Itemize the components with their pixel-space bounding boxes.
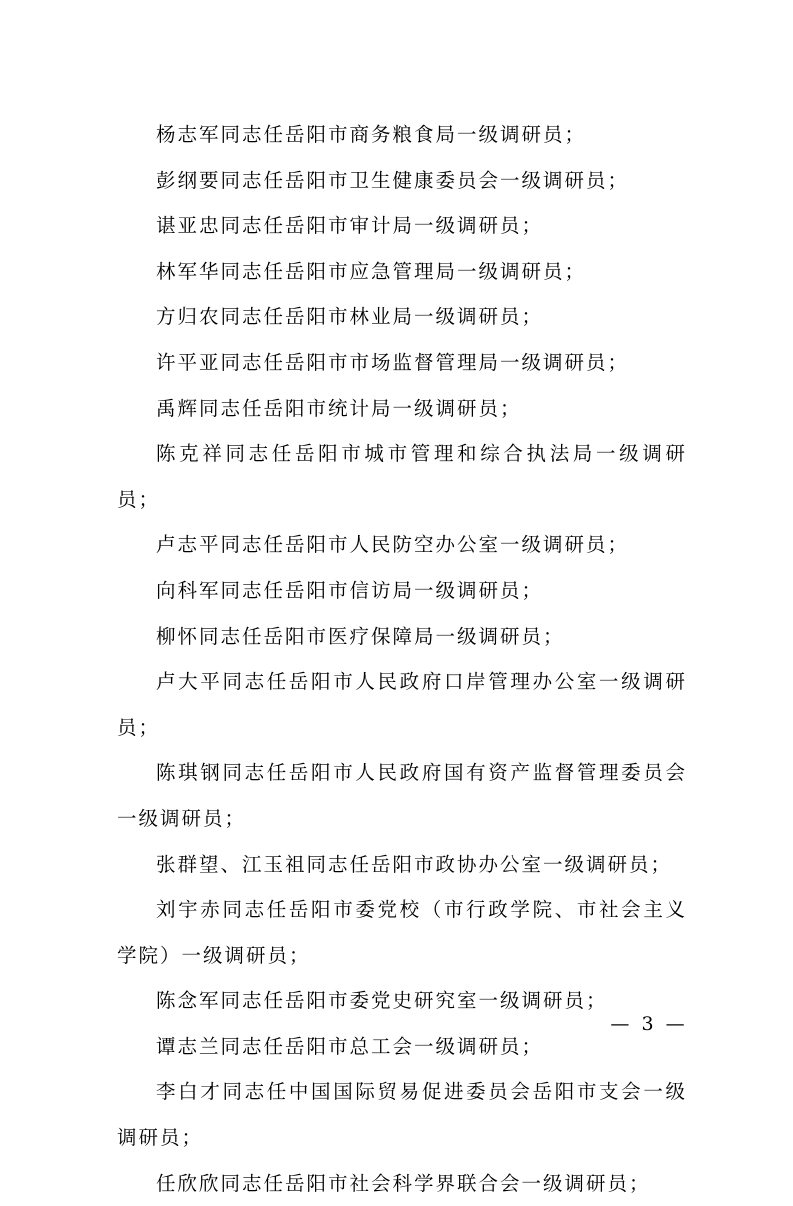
appointment-item: 任欣欣同志任岳阳市社会科学界联合会一级调研员； [156, 1171, 651, 1195]
appointment-item: 林军华同志任岳阳市应急管理局一级调研员； [156, 259, 587, 283]
appointment-item: 李白才同志任中国国际贸易促进委员会岳阳市支会一级调研员； [117, 1080, 687, 1150]
appointment-item: 卢志平同志任岳阳市人民防空办公室一级调研员； [156, 533, 630, 557]
appointment-item: 彭纲要同志任岳阳市卫生健康委员会一级调研员； [156, 168, 630, 192]
appointment-item: 陈克祥同志任岳阳市城市管理和综合执法局一级调研员； [117, 442, 687, 511]
appointment-item: 禹辉同志任岳阳市统计局一级调研员； [156, 396, 522, 420]
appointment-item: 陈念军同志任岳阳市委党史研究室一级调研员； [156, 989, 608, 1013]
appointment-item: 杨志军同志任岳阳市商务粮食局一级调研员； [156, 123, 587, 146]
page-number: — 3 — [610, 1013, 688, 1035]
appointment-item: 张群望、江玉祖同志任岳阳市政协办公室一级调研员； [156, 852, 673, 876]
appointment-item: 向科军同志任岳阳市信访局一级调研员； [156, 578, 544, 602]
appointment-item: 柳怀同志任岳阳市医疗保障局一级调研员； [156, 624, 565, 648]
appointment-item: 谌亚忠同志任岳阳市审计局一级调研员； [156, 214, 544, 238]
appointment-list [117, 112, 687, 1206]
appointment-item: 方归农同志任岳阳市林业局一级调研员； [156, 305, 544, 329]
appointment-item: 谭志兰同志任岳阳市总工会一级调研员； [156, 1034, 544, 1058]
appointment-item: 刘宇赤同志任岳阳市委党校（市行政学院、市社会主义学院）一级调研员； [117, 898, 687, 967]
appointment-item: 陈琪钢同志任岳阳市人民政府国有资产监督管理委员会一级调研员； [117, 761, 687, 830]
appointment-item: 许平亚同志任岳阳市市场监督管理局一级调研员； [156, 350, 630, 374]
appointment-item: 卢大平同志任岳阳市人民政府口岸管理办公室一级调研员； [117, 670, 687, 739]
